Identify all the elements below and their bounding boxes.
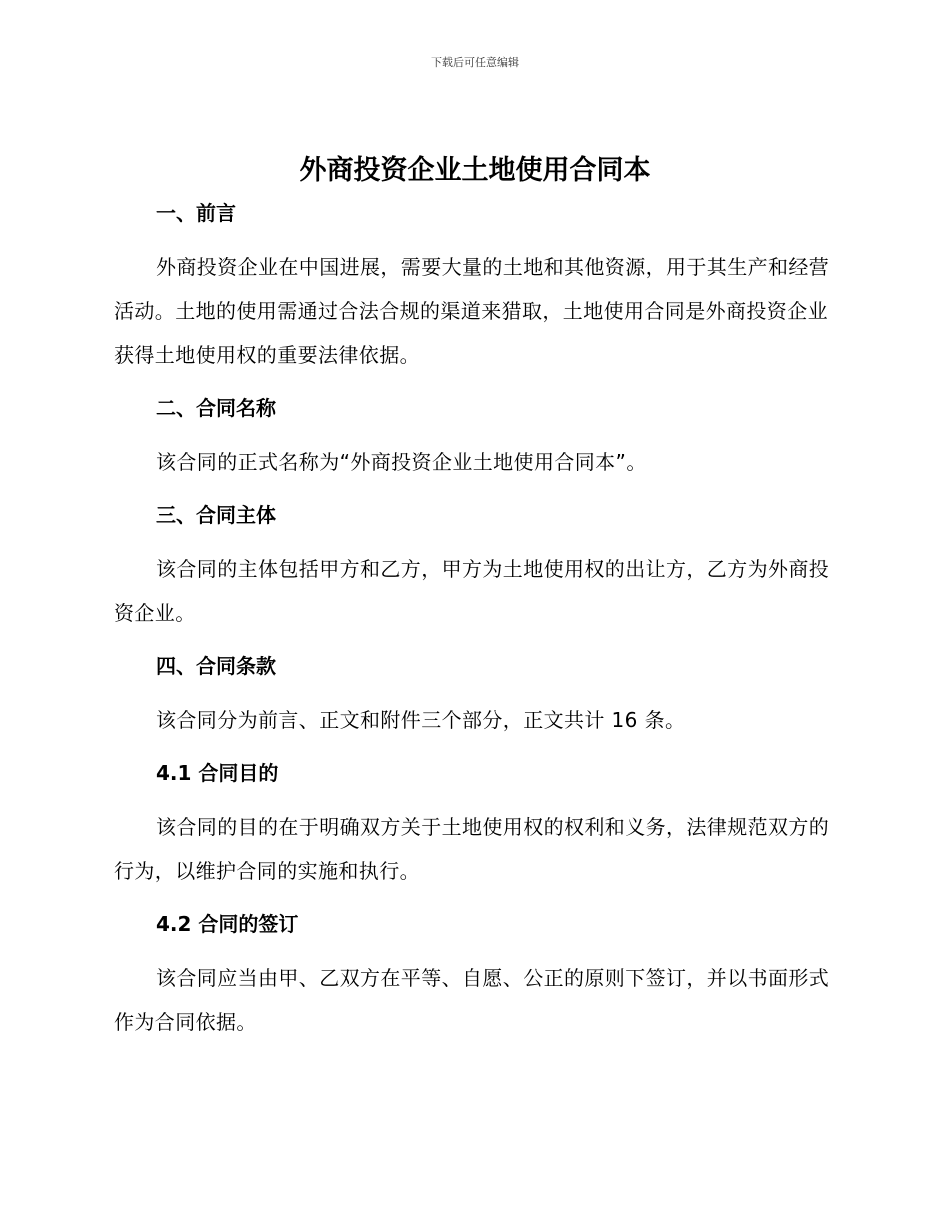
section-paragraph: 该合同的正式名称为“外商投资企业土地使用合同本”。 [156, 450, 647, 474]
section-paragraph: 该合同应当由甲、乙双方在平等、自愿、公正的原则下签订，并以书面形式作为合同依据。 [114, 966, 830, 1034]
section-preface [114, 198, 830, 393]
section-heading: 4.1 合同目的 [156, 761, 279, 785]
document-body [114, 198, 830, 1044]
section-paragraph: 外商投资企业在中国进展，需要大量的土地和其他资源，用于其生产和经营活动。土地的使用需通过合法合规的渠道来猎取，土地使用合同是外商投资企业获得土地使用权的重要法律依据。 [114, 255, 830, 367]
section-paragraph: 该合同的主体包括甲方和乙方，甲方为土地使用权的出让方，乙方为外商投资企业。 [114, 557, 830, 625]
section-heading: 四、合同条款 [156, 654, 276, 678]
page-header-note: 下载后可任意编辑 [431, 56, 519, 69]
section-contract-signing [114, 909, 830, 1044]
section-contract-terms [114, 651, 830, 758]
section-heading: 4.2 合同的签订 [156, 912, 299, 936]
section-heading: 一、前言 [156, 201, 236, 225]
document-title: 外商投资企业土地使用合同本 [299, 155, 651, 186]
section-contract-purpose [114, 758, 830, 909]
section-contract-name [114, 393, 830, 500]
section-heading: 二、合同名称 [156, 396, 276, 420]
section-paragraph: 该合同分为前言、正文和附件三个部分，正文共计 16 条。 [156, 708, 686, 732]
section-paragraph: 该合同的目的在于明确双方关于土地使用权的权利和义务，法律规范双方的行为，以维护合同的实施和执行。 [114, 815, 830, 883]
section-contract-parties [114, 500, 830, 651]
section-heading: 三、合同主体 [156, 503, 276, 527]
